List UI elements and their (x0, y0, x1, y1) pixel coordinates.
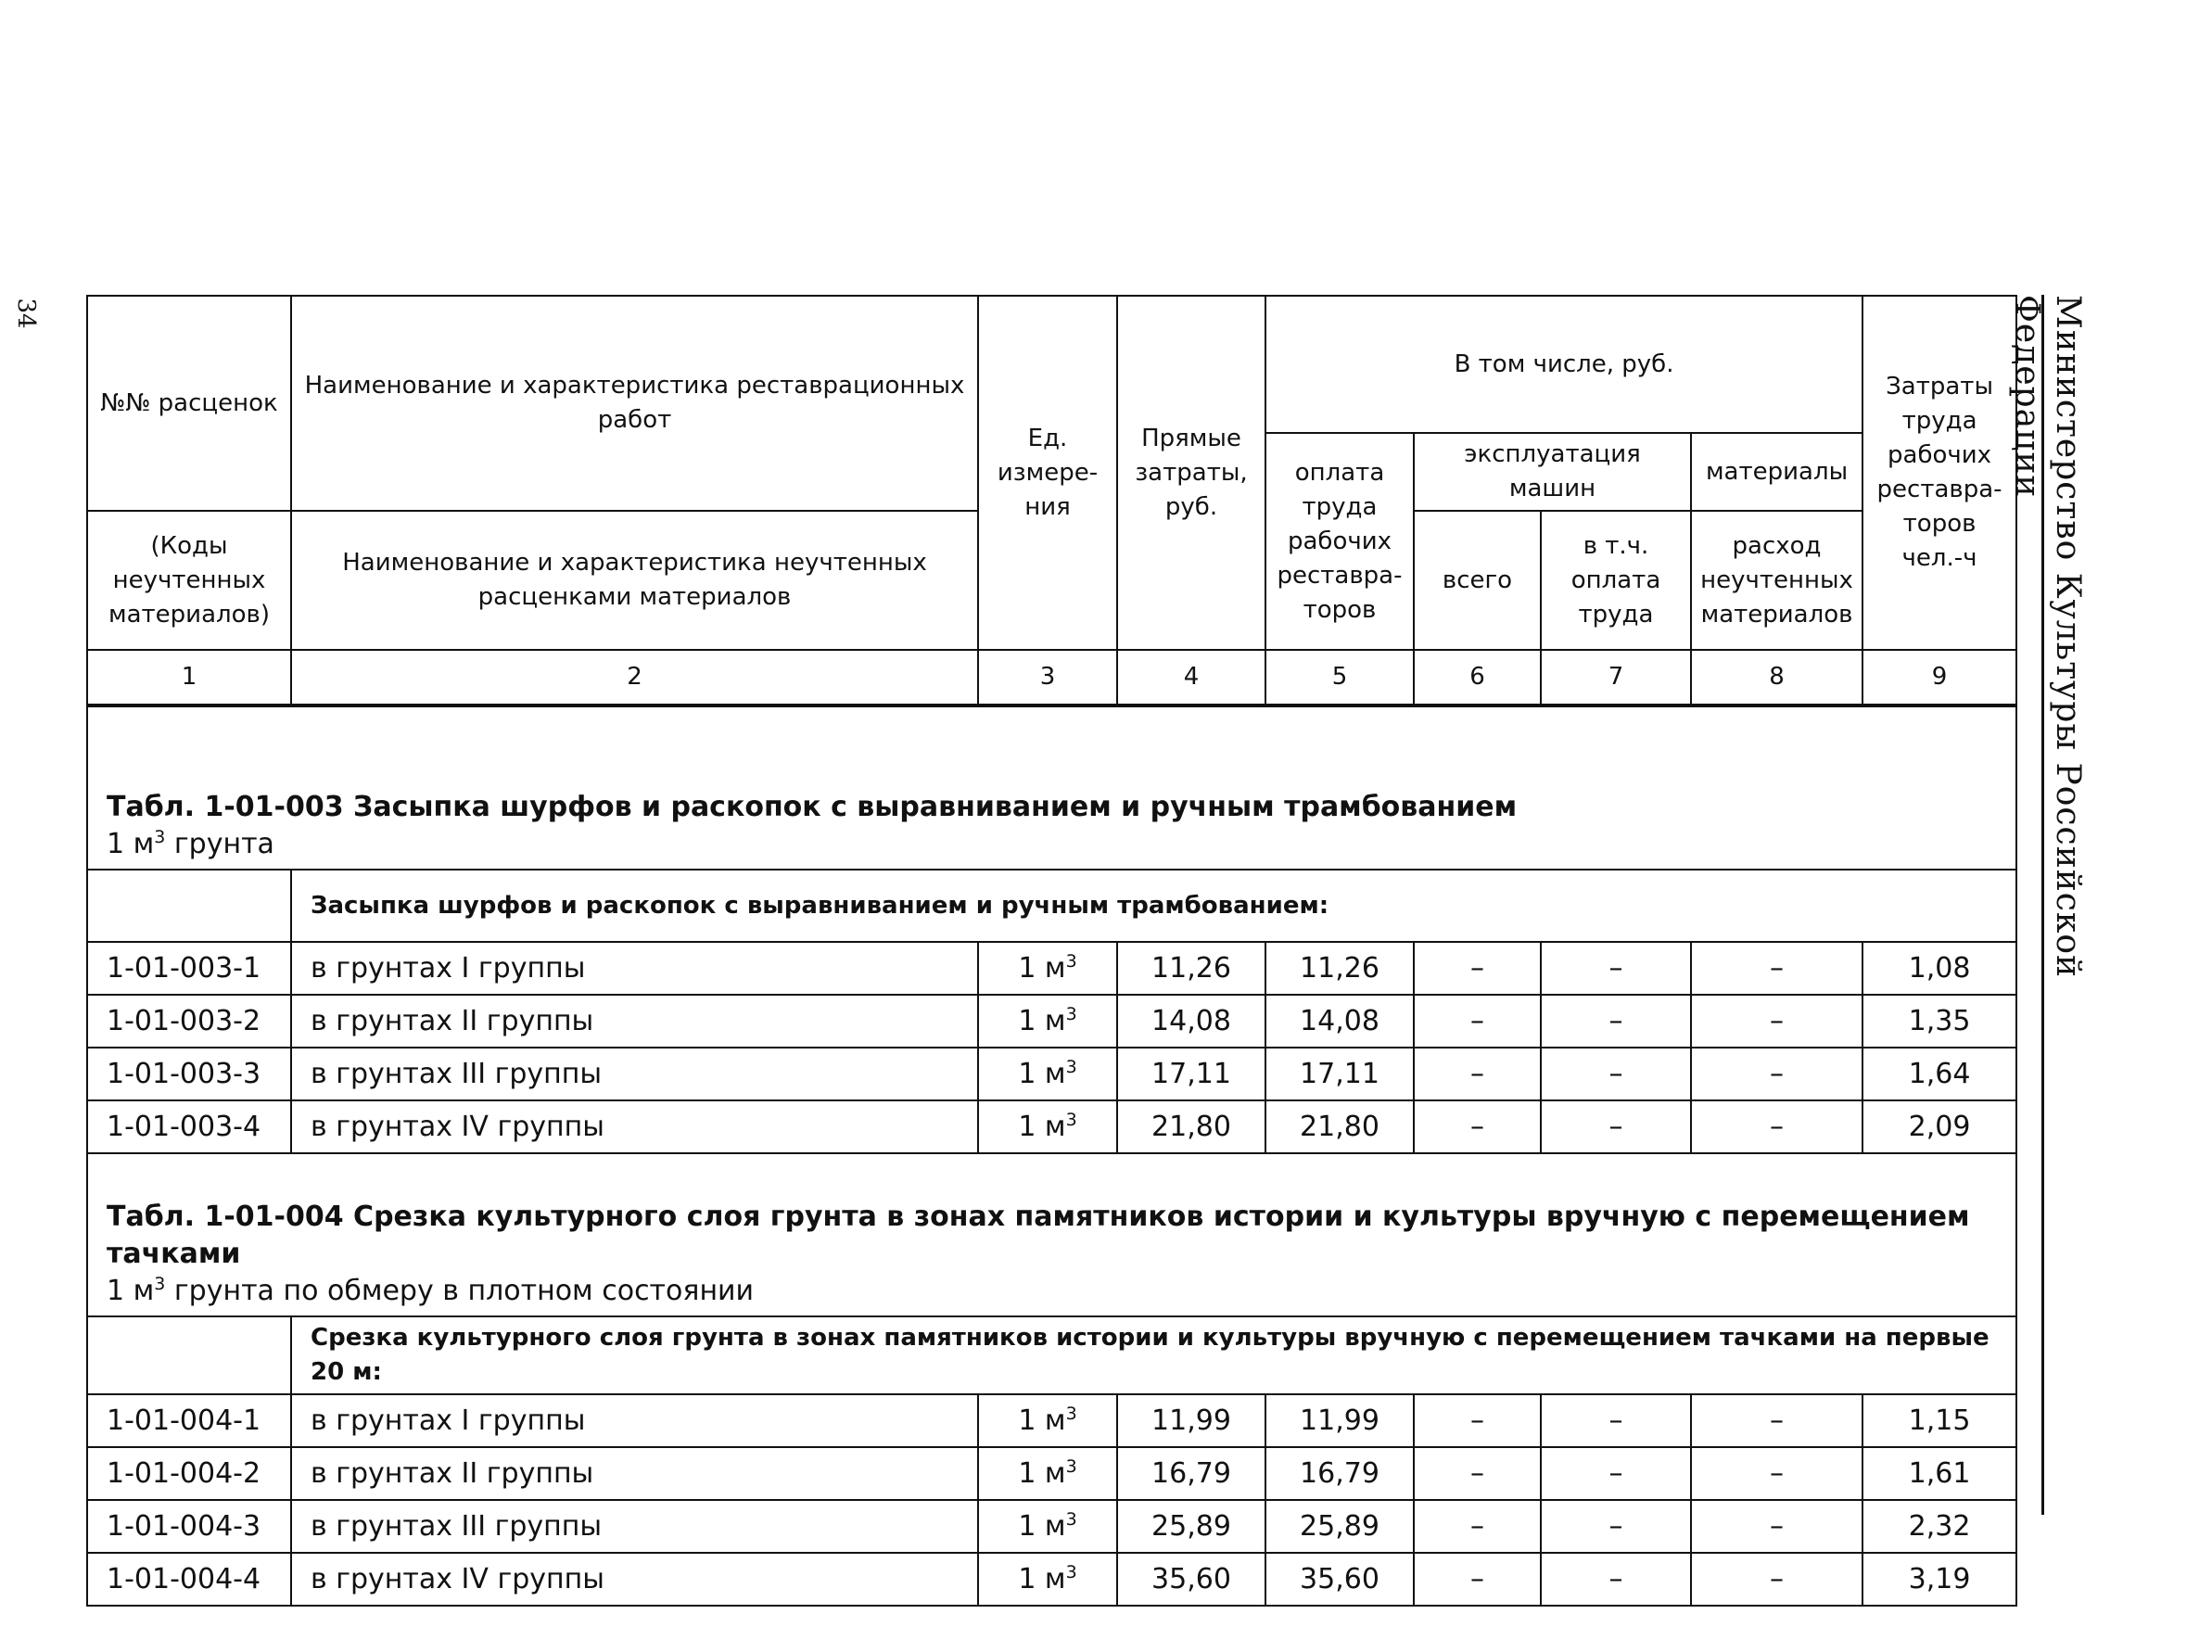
machines-labor: – (1541, 1100, 1691, 1153)
machines-total: – (1414, 1100, 1541, 1153)
direct-cost: 21,80 (1117, 1100, 1265, 1153)
col-number: 4 (1117, 650, 1265, 705)
header-group-incl: В том числе, руб. (1265, 296, 1862, 433)
rates-table (86, 295, 2017, 1607)
materials-cost: – (1691, 1100, 1862, 1153)
labor-hours: 1,64 (1862, 1048, 2016, 1100)
direct-cost: 25,89 (1117, 1500, 1265, 1553)
header-row-1 (87, 296, 2016, 433)
direct-cost: 11,99 (1117, 1394, 1265, 1447)
col-number: 5 (1265, 650, 1414, 705)
table-row (87, 1500, 2016, 1553)
table-row (87, 1447, 2016, 1500)
table-row (87, 995, 2016, 1048)
labor-hours: 2,32 (1862, 1500, 2016, 1553)
rate-code: 1-01-003-2 (87, 995, 291, 1048)
work-name: в грунтах II группы (291, 995, 978, 1048)
machines-total: – (1414, 995, 1541, 1048)
machines-total: – (1414, 1394, 1541, 1447)
table-row (87, 942, 2016, 995)
table-row (87, 1394, 2016, 1447)
machines-labor: – (1541, 1553, 1691, 1606)
unit: 1 $м^3$ (978, 1447, 1117, 1500)
section-unit: 1 $м^3$ грунта (107, 827, 274, 860)
header-col6: всего (1414, 511, 1541, 650)
header-col5: оплата труда рабочих реставра-торов (1265, 433, 1414, 650)
table-row (87, 1553, 2016, 1606)
rate-code: 1-01-004-1 (87, 1394, 291, 1447)
machines-labor: – (1541, 1447, 1691, 1500)
header-col4: Прямые затраты, руб. (1117, 296, 1265, 650)
unit: 1 $м^3$ (978, 995, 1117, 1048)
rate-code: 1-01-004-2 (87, 1447, 291, 1500)
section-subtitle-row (87, 870, 2016, 942)
col-number: 6 (1414, 650, 1541, 705)
header-col2-bottom: Наименование и характеристика неучтенных расценками материалов (291, 511, 978, 650)
machines-total: – (1414, 942, 1541, 995)
section-title: Табл. 1-01-004 Срезка культурного слоя грунта в зонах памятников истории и культуры вручную с перемещением тачками (107, 1201, 1970, 1270)
direct-cost: 35,60 (1117, 1553, 1265, 1606)
header-col7: в т.ч. оплата труда (1541, 511, 1691, 650)
direct-cost: 16,79 (1117, 1447, 1265, 1500)
header-col1-top: №№ расценок (87, 296, 291, 511)
unit: 1 $м^3$ (978, 1048, 1117, 1100)
direct-cost: 11,26 (1117, 942, 1265, 995)
header-col8: расход неучтенных материалов (1691, 511, 1862, 650)
section-unit: 1 $м^3$ грунта по обмеру в плотном состоянии (107, 1274, 755, 1307)
labor-cost: 11,99 (1265, 1394, 1414, 1447)
header-col2-top: Наименование и характеристика реставрационных работ (291, 296, 978, 511)
work-name: в грунтах IV группы (291, 1553, 978, 1606)
machines-labor: – (1541, 1500, 1691, 1553)
table-row (87, 1100, 2016, 1153)
work-name: в грунтах II группы (291, 1447, 978, 1500)
unit: 1 $м^3$ (978, 1394, 1117, 1447)
section-table-1-01-003 (87, 705, 2016, 1153)
rate-code: 1-01-003-4 (87, 1100, 291, 1153)
materials-cost: – (1691, 1500, 1862, 1553)
materials-cost: – (1691, 1447, 1862, 1500)
machines-labor: – (1541, 1394, 1691, 1447)
page-number: 34 (12, 298, 40, 329)
unit: 1 $м^3$ (978, 1100, 1117, 1153)
machines-labor: – (1541, 942, 1691, 995)
labor-cost: 35,60 (1265, 1553, 1414, 1606)
labor-cost: 21,80 (1265, 1100, 1414, 1153)
materials-cost: – (1691, 1048, 1862, 1100)
col-number: 7 (1541, 650, 1691, 705)
work-name: в грунтах III группы (291, 1500, 978, 1553)
labor-cost: 17,11 (1265, 1048, 1414, 1100)
rate-code: 1-01-003-1 (87, 942, 291, 995)
materials-cost: – (1691, 942, 1862, 995)
work-name: в грунтах I группы (291, 1394, 978, 1447)
rate-code: 1-01-003-3 (87, 1048, 291, 1100)
machines-total: – (1414, 1447, 1541, 1500)
direct-cost: 17,11 (1117, 1048, 1265, 1100)
rate-code: 1-01-004-3 (87, 1500, 291, 1553)
direct-cost: 14,08 (1117, 995, 1265, 1048)
section-title-row (87, 1153, 2016, 1316)
work-name: в грунтах IV группы (291, 1100, 978, 1153)
materials-cost: – (1691, 1394, 1862, 1447)
column-number-row (87, 650, 2016, 705)
work-name: в грунтах III группы (291, 1048, 978, 1100)
materials-cost: – (1691, 1553, 1862, 1606)
side-title: Министерство Культуры Российской Федерации (2008, 295, 2087, 979)
col-number: 9 (1862, 650, 2016, 705)
header-group-machines: эксплуатация машин (1414, 433, 1691, 511)
section-subtitle: Срезка культурного слоя грунта в зонах памятников истории и культуры вручную с перемещением тачками на первые 20 м: (291, 1316, 2016, 1394)
machines-labor: – (1541, 1048, 1691, 1100)
header-col3: Ед. измере-ния (978, 296, 1117, 650)
machines-total: – (1414, 1500, 1541, 1553)
labor-hours: 1,61 (1862, 1447, 2016, 1500)
table-row (87, 1048, 2016, 1100)
col-number: 8 (1691, 650, 1862, 705)
labor-hours: 1,08 (1862, 942, 2016, 995)
machines-total: – (1414, 1553, 1541, 1606)
machines-total: – (1414, 1048, 1541, 1100)
labor-cost: 14,08 (1265, 995, 1414, 1048)
labor-cost: 25,89 (1265, 1500, 1414, 1553)
section-table-1-01-004 (87, 1153, 2016, 1606)
rate-code: 1-01-004-4 (87, 1553, 291, 1606)
header-group-materials: материалы (1691, 433, 1862, 511)
machines-labor: – (1541, 995, 1691, 1048)
section-title: Табл. 1-01-003 Засыпка шурфов и раскопок с выравниванием и ручным трамбованием (107, 791, 1518, 823)
labor-hours: 1,15 (1862, 1394, 2016, 1447)
col-number: 2 (291, 650, 978, 705)
header-col1-bottom: (Коды неучтенных материалов) (87, 511, 291, 650)
labor-hours: 3,19 (1862, 1553, 2016, 1606)
labor-cost: 11,26 (1265, 942, 1414, 995)
col-number: 1 (87, 650, 291, 705)
unit: 1 $м^3$ (978, 942, 1117, 995)
labor-cost: 16,79 (1265, 1447, 1414, 1500)
header-col9: Затраты труда рабочих реставра-торов чел.-ч (1862, 296, 2016, 650)
labor-hours: 2,09 (1862, 1100, 2016, 1153)
unit: 1 $м^3$ (978, 1553, 1117, 1606)
section-subtitle-row (87, 1316, 2016, 1394)
col-number: 3 (978, 650, 1117, 705)
section-subtitle: Засыпка шурфов и раскопок с выравниванием и ручным трамбованием: (291, 870, 2016, 942)
materials-cost: – (1691, 995, 1862, 1048)
work-name: в грунтах I группы (291, 942, 978, 995)
labor-hours: 1,35 (1862, 995, 2016, 1048)
unit: 1 $м^3$ (978, 1500, 1117, 1553)
section-title-row (87, 705, 2016, 870)
